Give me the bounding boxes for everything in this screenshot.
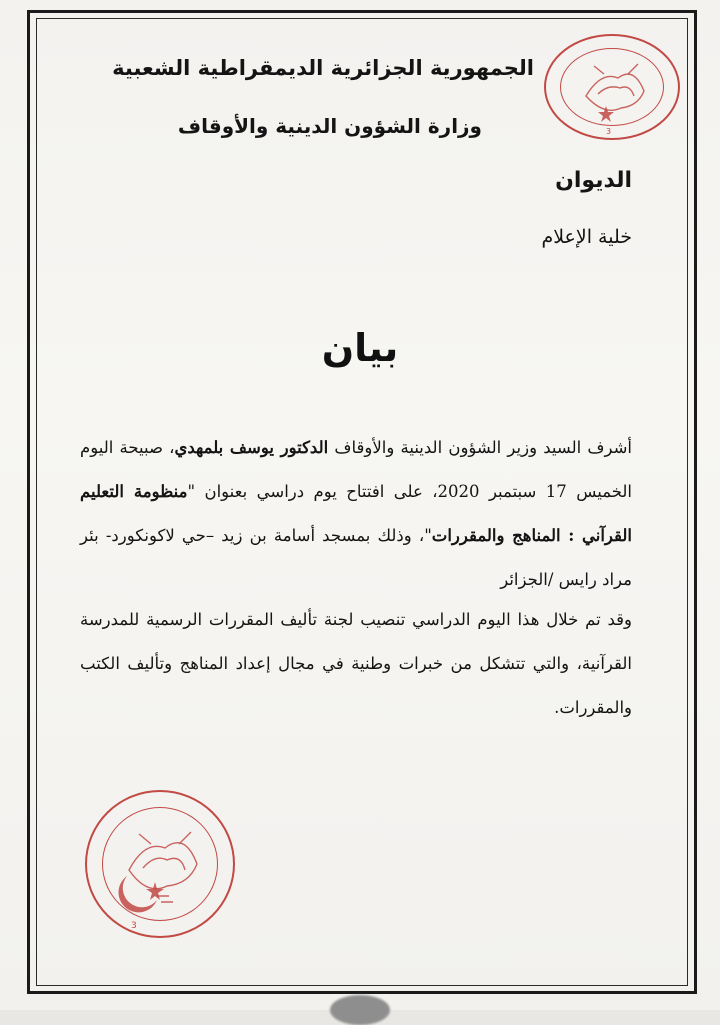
statement-paragraph-1: [80, 426, 632, 602]
study-day-title: منظومة التعليم القرآني : المناهج والمقررات: [80, 482, 632, 545]
official-stamp-top: [544, 34, 680, 140]
ministry-heading: وزارة الشؤون الدينية والأوقاف: [177, 114, 482, 138]
minister-name: الدكتور يوسف بلمهدي: [174, 438, 329, 457]
statement-title: بيان: [321, 326, 399, 370]
republic-heading: الجمهورية الجزائرية الديمقراطية الشعبية: [112, 56, 534, 80]
seal-emblem-icon: [87, 792, 237, 940]
stamp-number: 3: [606, 127, 612, 136]
seal-emblem-icon: [546, 36, 682, 142]
official-stamp-bottom: [85, 790, 235, 938]
stamp-number: 3: [131, 921, 137, 931]
paragraph2-text: وقد تم خلال هذا اليوم الدراسي تنصيب لجنة تأليف المقررات الرسمية للمدرسة القرآنية، والتي تتشكل من خبرات وطنية في مجال إعداد المناهج وتأليف الكتب والمقررات.: [80, 610, 632, 717]
paragraph1-part-c: ، صبيحة اليوم الخميس 17 سبتمبر 2020، على افتتاح يوم دراسي بعنوان ": [80, 438, 633, 501]
binder-punch-hole: [330, 995, 390, 1025]
media-unit-heading: خلية الإعلام: [541, 226, 632, 248]
office-heading: الديوان: [555, 168, 632, 193]
paragraph1-part-e: "، وذلك بمسجد أسامة بن زيد –حي لاكونكورد- بئر مراد رايس /الجزائر: [80, 526, 632, 589]
statement-paragraph-2: [80, 598, 632, 730]
paragraph1-part-a: أشرف السيد وزير الشؤون الدينية والأوقاف: [328, 438, 632, 457]
